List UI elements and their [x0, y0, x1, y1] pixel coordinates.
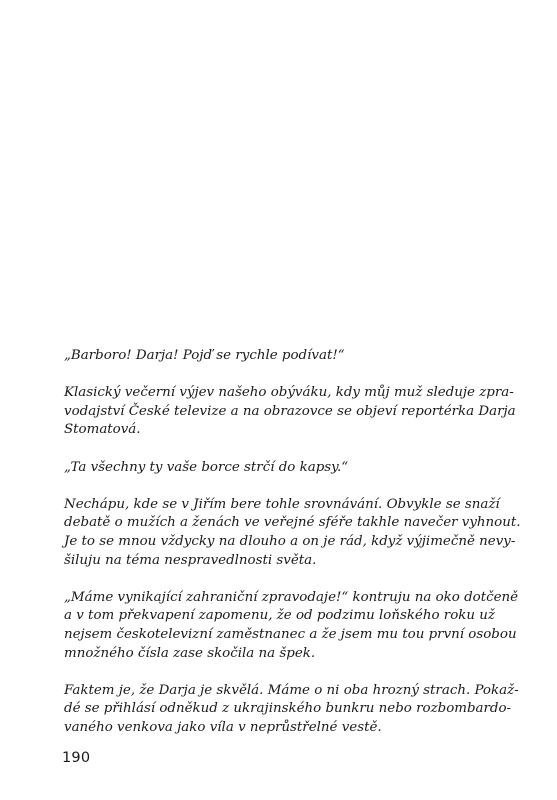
paragraph-5	[64, 589, 519, 663]
text-line: „Ta všechny ty vaše borce strčí do kapsy.“	[64, 459, 349, 475]
text-line: Nechápu, kde se v Jiřím bere tohle srovnávání. Obvykle se snaží	[64, 496, 500, 512]
text-line: Je to se mnou vždycky na dlouho a on je rád, když výjimečně nevy-	[64, 533, 516, 549]
text-line: „Barboro! Darja! Pojď se rychle podívat!“	[64, 348, 345, 363]
body-text	[64, 347, 521, 756]
page-number: 190	[62, 750, 91, 766]
text-line: vaného venkova jako víla v neprůstřelné vestě.	[64, 719, 382, 735]
paragraph-2	[64, 384, 516, 440]
text-line: nejsem českotelevizní zaměstnanec a že jsem mu tou první osobou	[64, 626, 517, 642]
text-line: a v tom překvapení zapomenu, že od podzimu loňského roku už	[64, 608, 495, 624]
paragraph-6	[64, 682, 519, 738]
text-line: množného čísla zase skočila na špek.	[64, 645, 316, 661]
paragraph-4	[64, 496, 521, 570]
text-line: vodajství České televize a na obrazovce se objeví reportérka Darja	[64, 403, 516, 419]
paragraph-3	[64, 459, 496, 478]
text-line: debatě o mužích a ženách ve veřejné sféře takhle navečer vyhnout.	[64, 515, 521, 531]
text-line: dé se přihlásí odněkud z ukrajinského bunkru nebo rozbombardo-	[64, 701, 512, 717]
text-line: Stomatová.	[64, 422, 141, 438]
text-line: Faktem je, že Darja je skvělá. Máme o ni oba hrozný strach. Pokaž-	[64, 682, 519, 698]
paragraph-1	[64, 347, 496, 366]
text-line: šiluju na téma nespravedlnosti světa.	[64, 552, 317, 568]
text-line: „Máme vynikající zahraniční zpravodaje!“ kontruju na oko dotčeně	[64, 589, 519, 605]
text-line: Klasický večerní výjev našeho obýváku, kdy můj muž sleduje zpra-	[64, 385, 514, 401]
